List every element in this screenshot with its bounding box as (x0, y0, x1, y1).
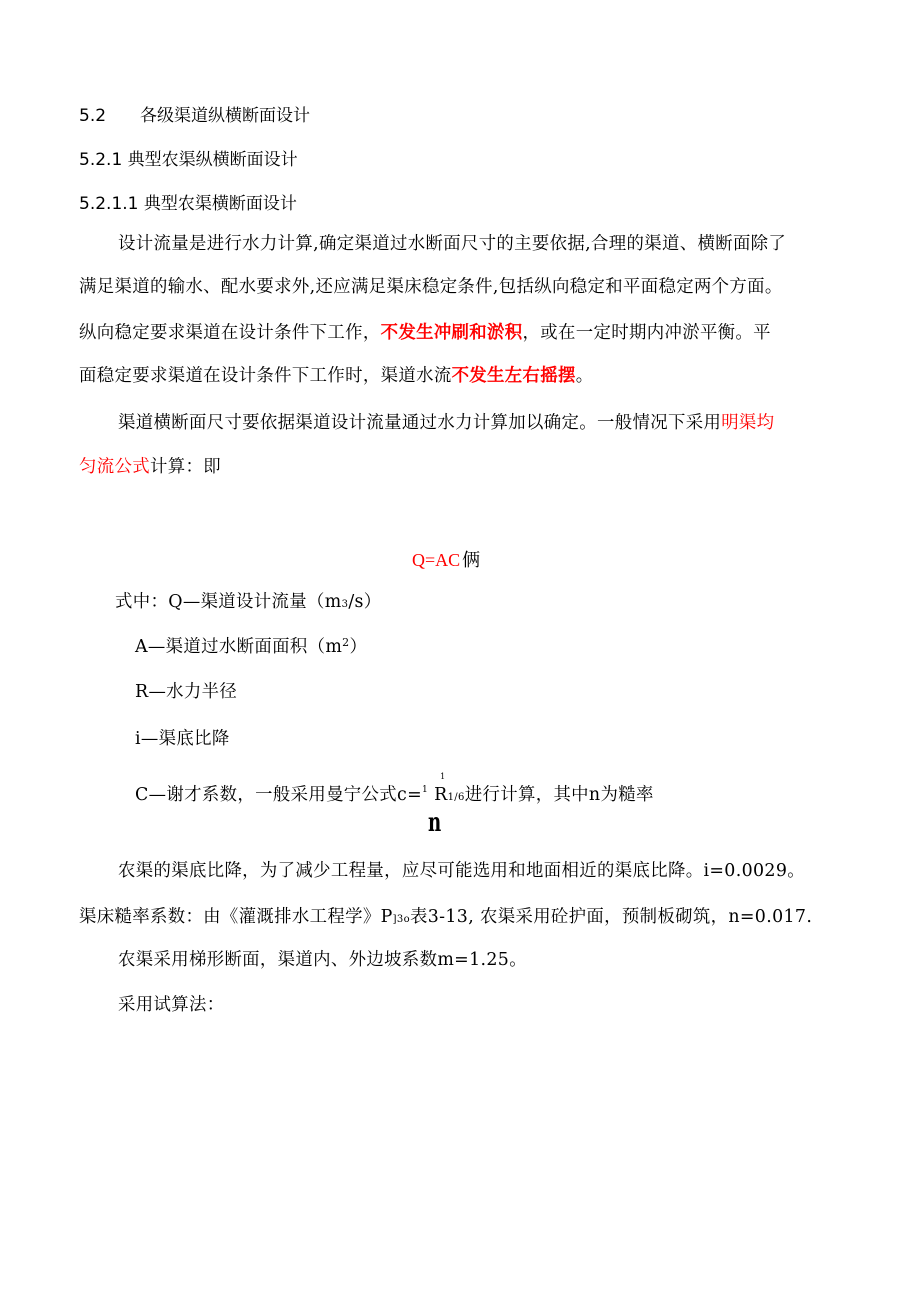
para1-line3-end: ，或在一定时期内冲淤平衡。平 (522, 323, 771, 343)
heading-5-2-1-1: 5.2.1.1 典型农渠横断面设计 (79, 194, 297, 214)
para2-line1-start: 渠道横断面尺寸要依据渠道设计流量通过水力计算加以确定。一般情况下采用 (118, 413, 722, 433)
def-c-sub: 1/6 (447, 792, 465, 803)
para3-line2-end: 表3-13, 农渠采用砼护面，预制板砌筑，n=0.017. (410, 907, 813, 927)
para1-line3 (79, 318, 771, 343)
def-c-end: 进行计算，其中n为糙率 (464, 785, 654, 805)
heading-5-2-number: 5.2 (79, 106, 107, 126)
def-a-sup: 2 (342, 636, 350, 649)
para1-line4 (79, 361, 594, 386)
para1-line2: 满足渠道的输水、配水要求外,还应满足渠床稳定条件,包括纵向稳定和平面稳定两个方面。 (79, 277, 783, 297)
def-c-n-denominator: n (428, 808, 442, 838)
para2-line1 (118, 408, 774, 433)
para3-line1: 农渠的渠底比降，为了减少工程量，应尽可能选用和地面相近的渠底比降。i=0.0029。 (118, 861, 805, 881)
highlight-no-swing: 不发生左右摇摆 (451, 366, 576, 386)
para3-line4: 采用试算法： (118, 995, 225, 1015)
para3-line2-sub: ]3o (392, 914, 410, 925)
def-q-text: 式中：Q—渠道设计流量（m (115, 592, 342, 612)
def-q-sub: 3 (341, 599, 349, 610)
para1-line1: 设计流量是进行水力计算,确定渠道过水断面尺寸的主要依据,合理的渠道、横断面除了 (118, 234, 787, 254)
def-c-r: R 1 (434, 772, 448, 805)
highlight-open-channel-2: 匀流公式 (79, 457, 150, 477)
def-q-end: /s） (348, 592, 382, 612)
heading-5-2-1: 5.2.1 典型农渠纵横断面设计 (79, 150, 298, 170)
para1-line3-start: 纵向稳定要求渠道在设计条件下工作， (79, 323, 381, 343)
formula-black-part: 俩 (462, 550, 481, 571)
para3-line2-start: 渠床糙率系数：由《灌溉排水工程学》P (79, 907, 393, 927)
formula-red-part: Q=AC (412, 550, 461, 570)
para2-line2 (79, 452, 221, 477)
para1-line4-end: 。 (575, 366, 594, 386)
def-q (115, 587, 382, 612)
highlight-no-scour: 不发生冲刷和淤积 (380, 323, 523, 343)
def-c (135, 772, 654, 805)
def-r: R—水力半径 (135, 682, 238, 702)
para2-line2-end: 计算：即 (149, 457, 221, 477)
formula (412, 546, 480, 572)
def-a-end: ） (349, 637, 368, 657)
para1-line4-start: 面稳定要求渠道在设计条件下工作时，渠道水流 (79, 366, 452, 386)
heading-5-2 (79, 101, 310, 126)
def-c-r-top-tick: 1 (440, 772, 446, 781)
highlight-open-channel-1: 明渠均 (721, 413, 775, 433)
def-a-text: A—渠道过水断面面积（m (135, 637, 343, 657)
def-c-text: C—谢才系数，一般采用曼宁公式c= (135, 785, 423, 805)
para3-line3: 农渠采用梯形断面，渠道内、外边坡系数m=1.25。 (118, 950, 527, 970)
def-c-tick: 1 (422, 785, 429, 795)
heading-5-2-text: 各级渠道纵横断面设计 (140, 106, 311, 126)
def-a (135, 632, 367, 657)
def-i: i—渠底比降 (135, 729, 230, 749)
para3-line2 (79, 902, 812, 927)
